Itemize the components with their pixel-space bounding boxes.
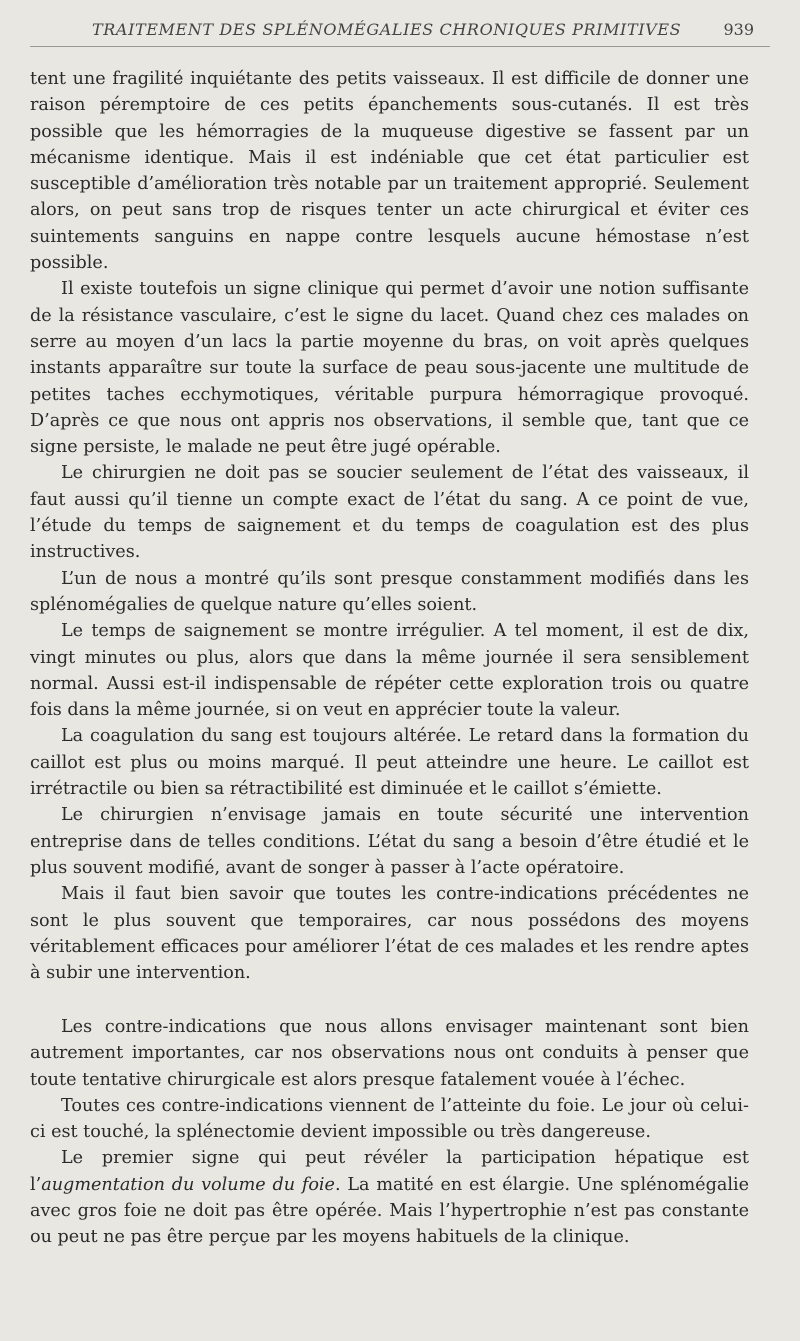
text-block-upper xyxy=(30,66,749,986)
paragraph: Il existe toutefois un signe clinique qui permet d’avoir une notion suffisante de la résistance vasculaire, c’est le signe du lacet. Quand chez ces malades on serre au moyen d’un lacs la partie moyenne du bras, on voit après quelques instants apparaître sur toute la surface de peau sous-jacente une multitude de petites taches ecchymotiques, véritable purpura hémorragique provoqué. D’après ce que nous ont appris nos observations, il semble que, tant que ce signe persiste, le malade ne peut être jugé opérable. xyxy=(30,279,749,458)
paragraph: tent une fragilité inquiétante des petits vaisseaux. Il est difficile de donner une raison péremptoire de ces petits épanchements sous-cutanés. Il est très possible que les hémorragies de la muqueuse digestive se fassent par un mécanisme identique. Mais il est indéniable que cet état particulier est susceptible d’amélioration très notable par un traitement approprié. Seulement alors, on peut sans trop de risques tenter un acte chirurgical et éviter ces suintements sanguins en nappe contre lesquels aucune hémostase n’est possible. xyxy=(30,69,749,274)
paragraph: Les contre-indications que nous allons envisager maintenant sont bien autrement importantes, car nos observations nous ont conduits à penser que toute tentative chirurgicale est alors presque fatalement vouée à l’échec. xyxy=(30,1017,749,1090)
paragraph-text: . La matité en est élargie. Une splénomégalie avec gros foie ne doit pas être opérée. Mais l’hypertrophie n’est pas constante ou peut ne pas être perçue par les moyens habituels de la clinique. xyxy=(30,1174,750,1248)
paragraph: Toutes ces contre-indications viennent de l’atteinte du foie. Le jour où celui-ci est touché, la splénectomie devient impossible ou très dangereuse. xyxy=(30,1095,749,1143)
header-rule xyxy=(30,46,770,47)
running-header xyxy=(0,20,800,46)
paragraph-text: Le premier signe qui peut révéler la participation hépatique est l’ xyxy=(30,1148,749,1195)
paragraph xyxy=(30,1145,749,1250)
paragraph: Le temps de saignement se montre irrégulier. A tel moment, il est de dix, vingt minutes ou plus, alors que dans la même journée il sera sensiblement normal. Aussi est-il indispensable de répéter cette exploration trois ou quatre fois dans la même journée, si on veut en apprécier toute la valeur. xyxy=(30,621,749,721)
paragraph: Le chirurgien ne doit pas se soucier seulement de l’état des vaisseaux, il faut aussi qu’il tienne un compte exact de l’état du sang. A ce point de vue, l’étude du temps de saignement et du temps de coagulation est des plus instructives. xyxy=(30,463,749,563)
paragraph: La coagulation du sang est toujours altérée. Le retard dans la formation du caillot est plus ou moins marqué. Il peut atteindre une heure. Le caillot est irrétractile ou bien sa rétractibilité est diminuée et le caillot s’émiette. xyxy=(30,726,749,800)
running-title: TRAITEMENT DES SPLÉNOMÉGALIES CHRONIQUES PRIMITIVES xyxy=(92,20,682,39)
paragraph: L’un de nous a montré qu’ils sont presque constamment modifiés dans les splénomégalies de quelque nature qu’elles soient. xyxy=(30,568,749,615)
page-number: 939 xyxy=(723,20,754,39)
paragraph: Le chirurgien n’envisage jamais en toute sécurité une intervention entreprise dans de telles conditions. L’état du sang a besoin d’être étudié et le plus souvent modifié, avant de songer à passer à l’acte opératoire. xyxy=(30,805,749,878)
paragraph: Mais il faut bien savoir que toutes les contre-indications précédentes ne sont le plus souvent que temporaires, car nous possédons des moyens véritablement efficaces pour améliorer l’état de ces malades et les rendre aptes à subir une intervention. xyxy=(30,884,749,984)
emphasized-phrase: augmentation du volume du foie xyxy=(41,1174,335,1195)
text-block-lower xyxy=(30,1014,749,1251)
